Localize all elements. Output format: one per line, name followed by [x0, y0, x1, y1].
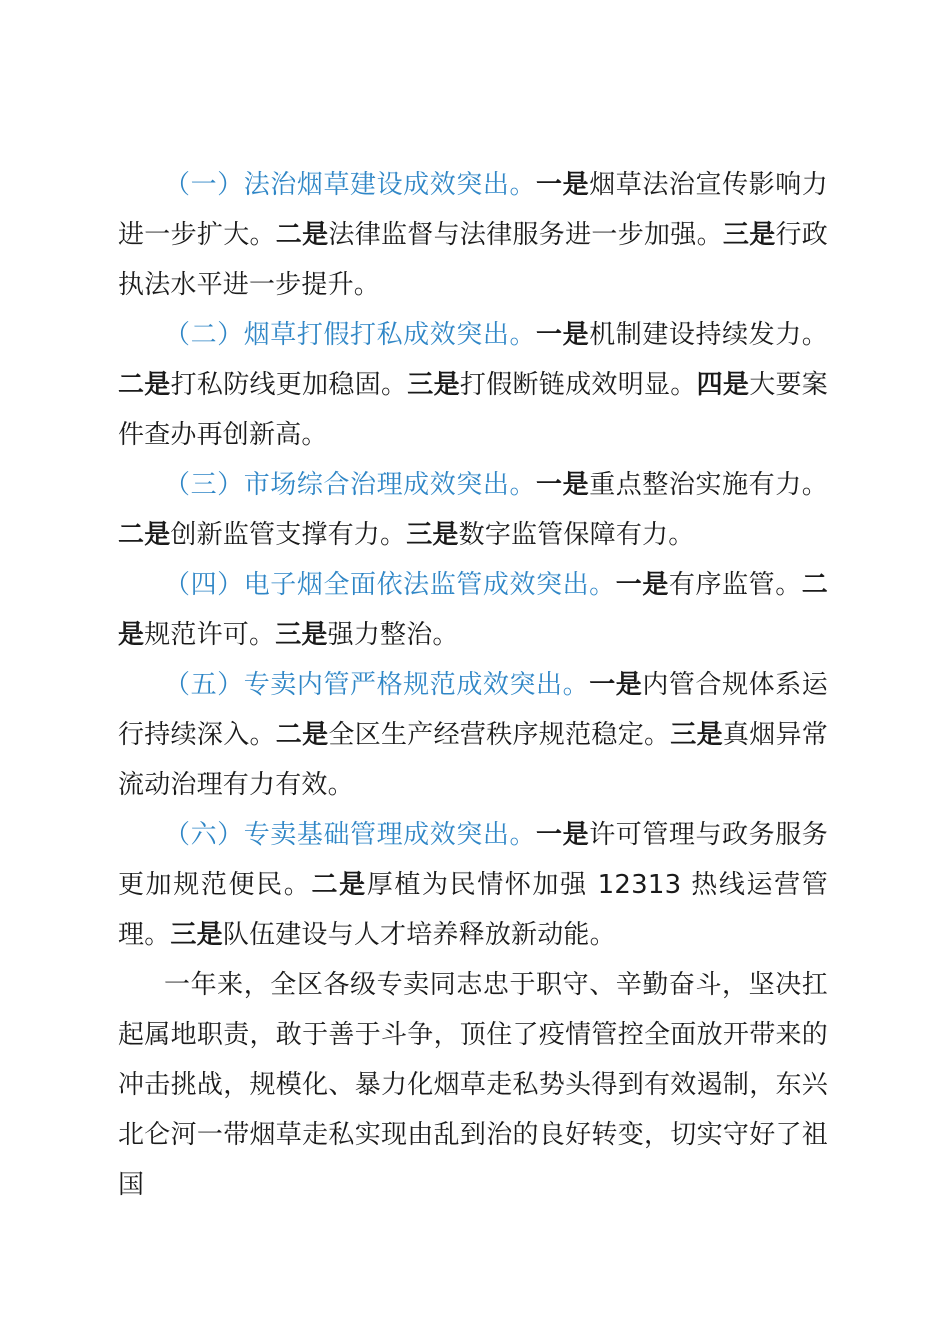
point-text: 内管合规体系运行持续深入。 — [118, 670, 829, 750]
point-marker: 二是 — [311, 870, 367, 900]
section-paragraph-3 — [118, 460, 828, 560]
point-text: 打私防线更加稳固。 — [170, 370, 408, 400]
section-heading-6: （六）专卖基础管理成效突出。 — [164, 820, 537, 850]
point-text: 机制建设持续发力。 — [589, 320, 828, 350]
point-marker: 三是 — [407, 370, 460, 400]
point-text: 规范许可。 — [144, 620, 276, 650]
section-heading-2: （二）烟草打假打私成效突出。 — [164, 320, 537, 350]
point-text: 全区生产经营秩序规范稳定。 — [328, 720, 671, 750]
point-marker: 一是 — [536, 170, 590, 200]
closing-paragraph: 一年来，全区各级专卖同志忠于职守、辛勤奋斗，坚决扛起属地职责，敢于善于斗争，顶住了疫情管控全面放开带来的冲击挑战，规模化、暴力化烟草走私势头得到有效遏制，东兴北仑河一带烟草走私实现由乱到治的良好转变，切实守好了祖国 — [118, 970, 828, 1200]
point-marker: 一是 — [589, 670, 643, 700]
point-text: 创新监管支撑有力。 — [170, 520, 407, 550]
section-paragraph-4 — [118, 560, 828, 660]
point-marker: 二是 — [275, 720, 329, 750]
point-text: 打假断链成效明显。 — [459, 370, 697, 400]
section-heading-5: （五）专卖内管严格规范成效突出。 — [164, 670, 590, 700]
point-text: 法律监督与法律服务进一步加强。 — [328, 220, 723, 250]
point-marker: 三是 — [170, 920, 223, 950]
point-text: 行政执法水平进一步提升。 — [118, 220, 828, 300]
point-text: 烟草法治宣传影响力进一步扩大。 — [118, 170, 828, 250]
point-text: 数字监管保障有力。 — [458, 520, 695, 550]
point-marker: 四是 — [696, 370, 750, 400]
point-text: 有序监管。 — [668, 570, 802, 600]
point-marker: 二是 — [118, 520, 171, 550]
point-text: 许可管理与政务服务更加规范便民。 — [118, 820, 828, 900]
point-marker: 二是 — [118, 570, 828, 650]
point-text: 大要案件查办再创新高。 — [118, 370, 828, 450]
point-marker: 一是 — [536, 470, 590, 500]
point-text: 重点整治实施有力。 — [589, 470, 828, 500]
point-text: 队伍建设与人才培养释放新动能。 — [222, 920, 616, 950]
point-marker: 二是 — [118, 370, 171, 400]
point-marker: 一是 — [536, 320, 590, 350]
point-marker: 三是 — [722, 220, 776, 250]
point-text: 真烟异常流动治理有力有效。 — [118, 720, 829, 800]
section-paragraph-6 — [118, 810, 828, 960]
point-marker: 三是 — [670, 720, 723, 750]
section-paragraph-1 — [118, 160, 828, 310]
point-marker: 一是 — [615, 570, 669, 600]
point-marker: 三是 — [275, 620, 328, 650]
point-marker: 二是 — [275, 220, 329, 250]
point-text: 强力整治。 — [327, 620, 459, 650]
section-heading-3: （三）市场综合治理成效突出。 — [164, 470, 537, 500]
section-paragraph-5 — [118, 660, 828, 810]
document-page — [118, 160, 828, 1210]
section-heading-4: （四）电子烟全面依法监管成效突出。 — [164, 570, 616, 600]
point-marker: 三是 — [406, 520, 459, 550]
point-marker: 一是 — [536, 820, 590, 850]
section-paragraph-2 — [118, 310, 828, 460]
section-heading-1: （一）法治烟草建设成效突出。 — [164, 170, 537, 200]
point-text: 厚植为民情怀加强 12313 热线运营管理。 — [118, 870, 828, 950]
